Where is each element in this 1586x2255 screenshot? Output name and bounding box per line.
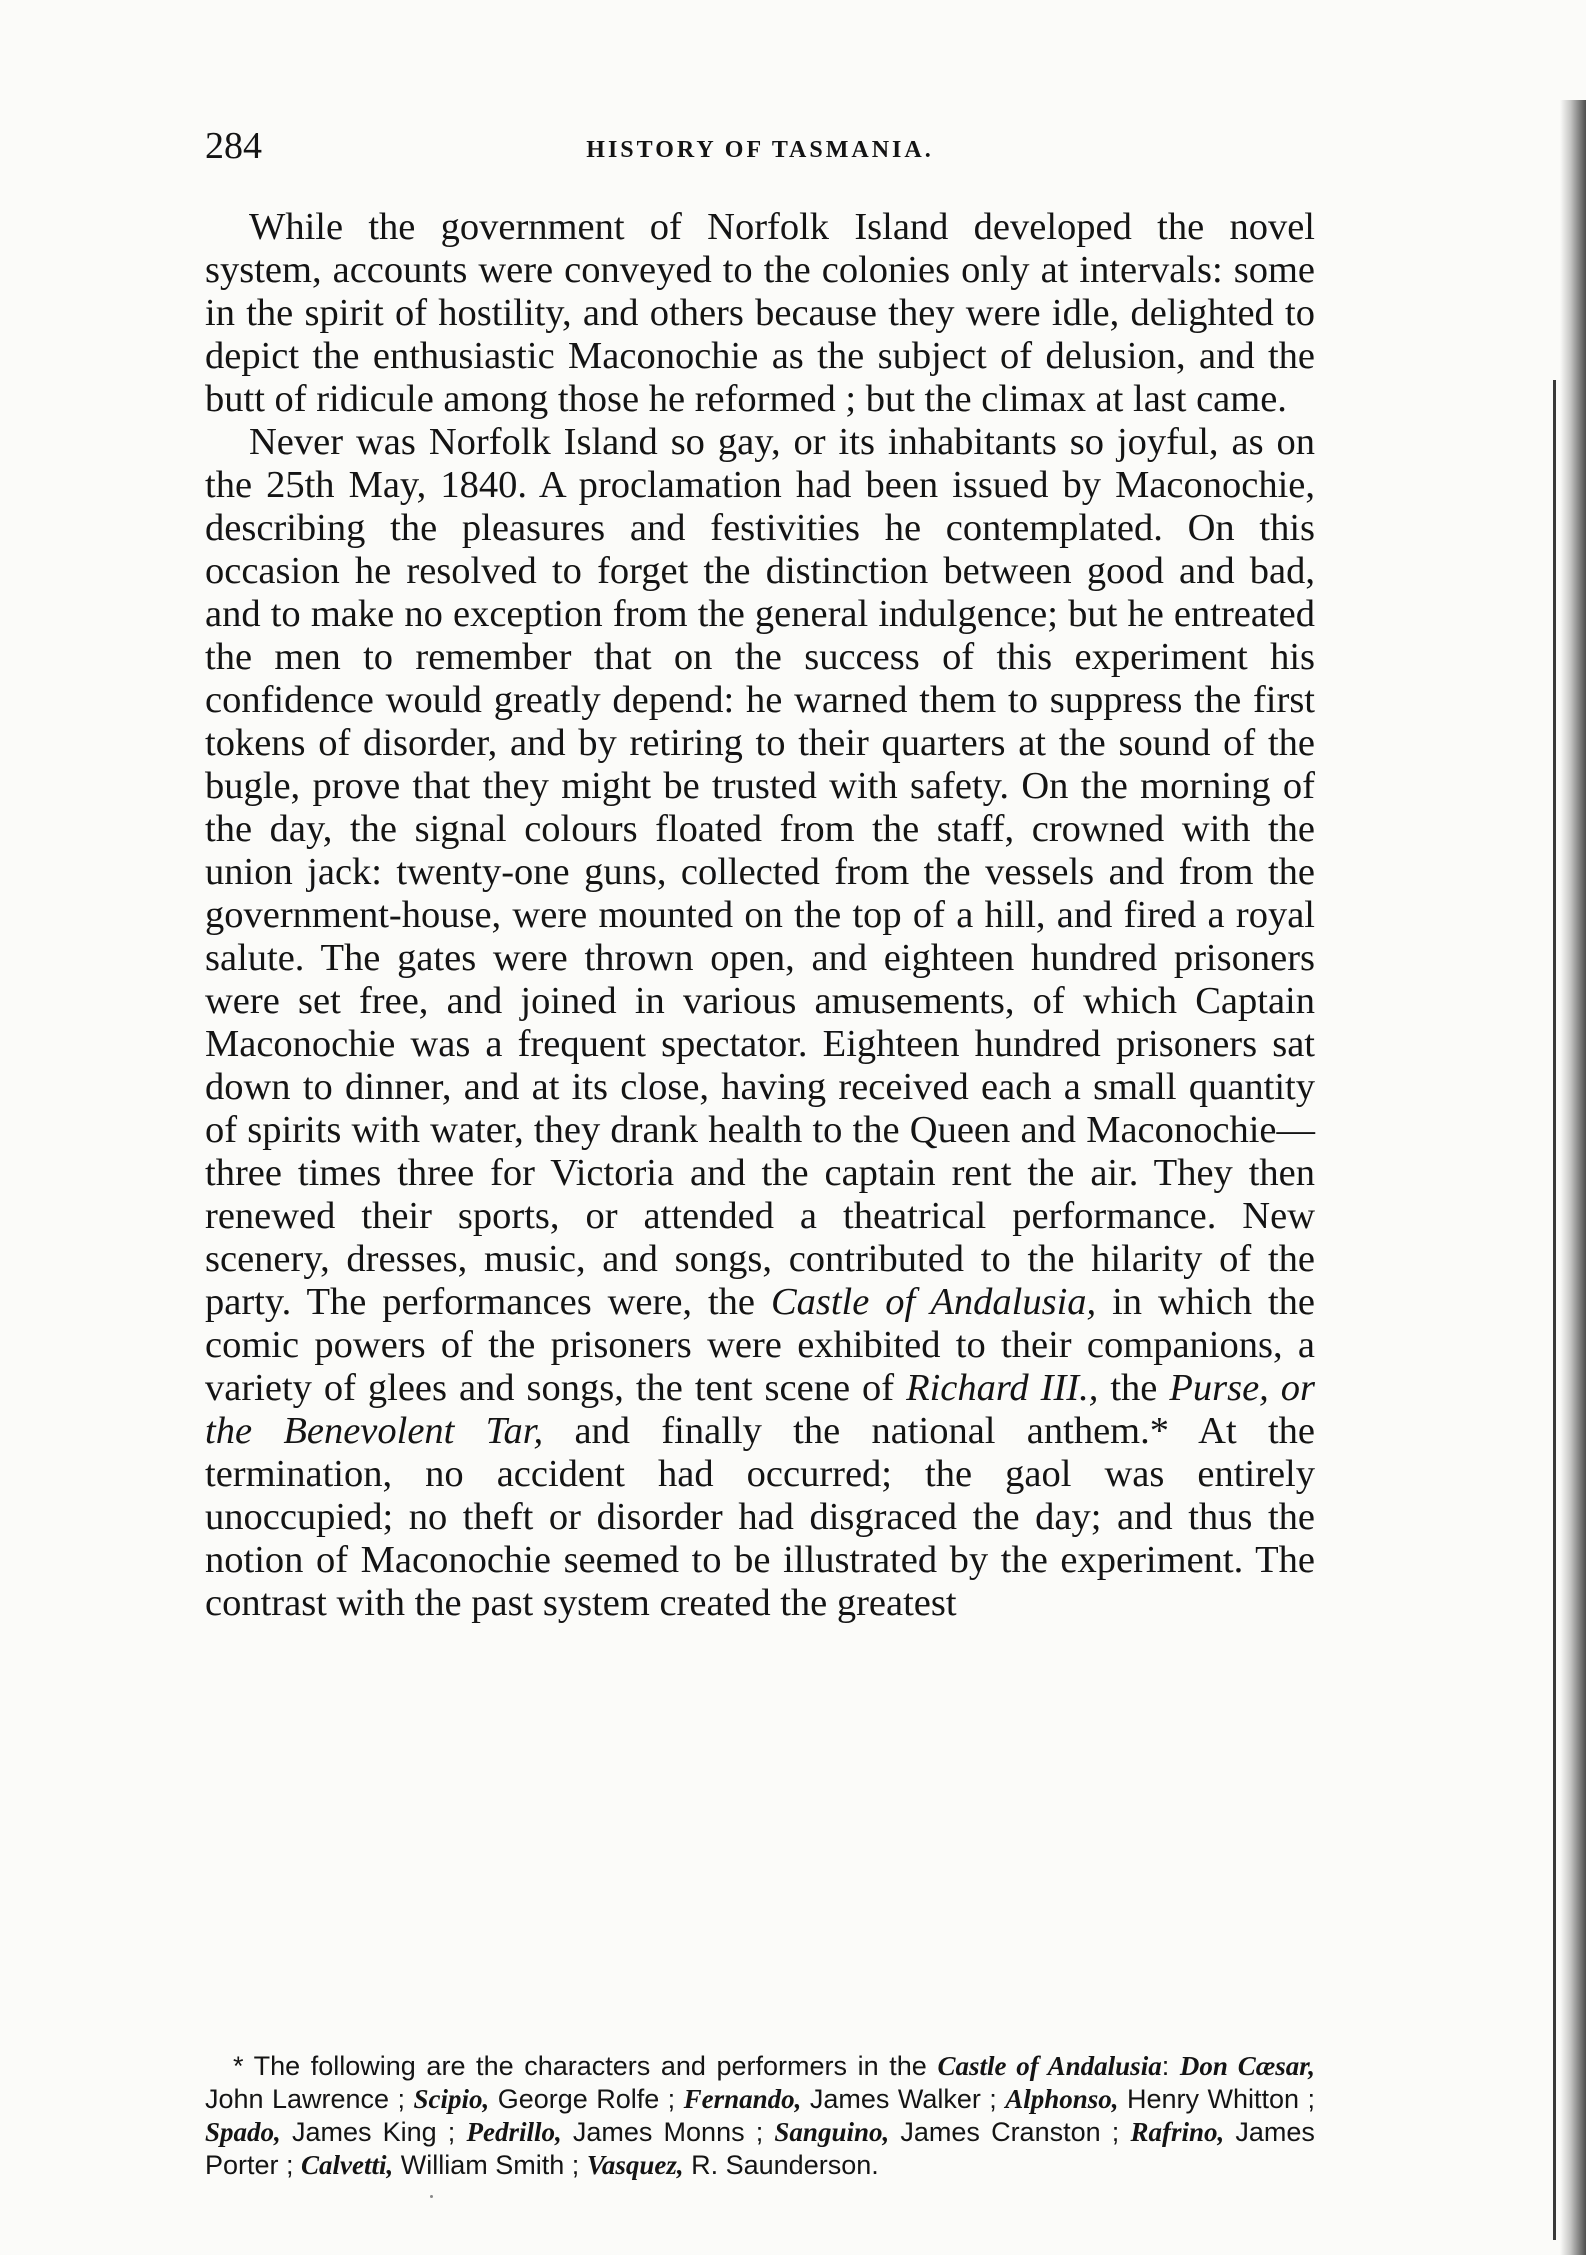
page-header — [205, 122, 1315, 182]
cast-role: Sanguino, — [774, 2117, 890, 2147]
footnote-intro: * The following are the characters and performers in the — [233, 2051, 927, 2081]
cast-role: Calvetti, — [301, 2150, 394, 2180]
footnote-colon: : — [1161, 2051, 1170, 2081]
cast-role: Rafrino, — [1130, 2117, 1225, 2147]
page-edge-line — [1553, 380, 1556, 2240]
cast-actor: James Cranston ; — [900, 2117, 1120, 2147]
paragraph-2 — [205, 421, 1315, 1625]
paragraph-1: While the government of Norfolk Island developed the novel system, accounts were conveyed to the colonies only at intervals: some in the spirit of hostility, and others because they were idle, delighted to depict the enthusiastic Maconochie as the subject of delusion, and the butt of ridicule among those he reformed ; but the climax at last came. — [205, 206, 1315, 420]
cast-role: Pedrillo, — [466, 2117, 562, 2147]
cast-actor: James Porter ; — [205, 2117, 1315, 2180]
cast-actor: James Monns ; — [572, 2117, 764, 2147]
body-text — [205, 206, 1315, 1625]
cast-role: Don Cæsar, — [1179, 2051, 1315, 2081]
footnote-text — [205, 2050, 1315, 2182]
play-title-benevolent-tar: Purse, or the Benevolent Tar, — [205, 1367, 1315, 1452]
cast-role: Spado, — [205, 2117, 281, 2147]
page-number: 284 — [205, 125, 262, 167]
play-title-richard-iii: Richard III., — [906, 1367, 1099, 1409]
footnote — [205, 2050, 1315, 2182]
page-edge-shadow — [1560, 100, 1586, 2255]
cast-actor: James Walker ; — [809, 2084, 997, 2114]
running-head: HISTORY OF TASMANIA. — [586, 137, 934, 163]
cast-role: Fernando, — [683, 2084, 802, 2114]
cast-role: Alphonso, — [1005, 2084, 1119, 2114]
paragraph-2-text-c: the — [1110, 1367, 1158, 1409]
play-title-castle-of-andalusia: Castle of Andalusia, — [770, 1281, 1097, 1323]
paragraph-2-text-a: Never was Norfolk Island so gay, or its inhabitants so joyful, as on the 25th May, 1840. A proclamation had been issued by Maconochie, describing the pleasures and festivities he contemplated. On this occasion he resolved to forget the distinction between good and bad, and to make no exception from the general indulgence; but he entreated the men to remember that on the success of this experiment his confidence would greatly depend: he warned them to suppress the first tokens of disorder, and by retiring to their quarters at the sound of the bugle, prove that they might be trusted with safety. On the morning of the day, the signal colours floated from the staff, crowned with the union jack: twenty-one guns, collected from the vessels and from the government-house, were mounted on the top of a hill, and fired a royal salute. The gates were thrown open, and eighteen hundred prisoners were set free, and joined in various amusements, of which Captain Maconochie was a frequent spectator. Eighteen hundred prisoners sat down to dinner, and at its close, having received each a small quantity of spirits with water, they drank health to the Queen and Maconochie—three times three for Victoria and the captain rent the air. They then renewed their sports, or attended a theatrical performance. New scenery, dresses, music, and songs, contributed to the hilarity of the party. The performances were, the — [205, 421, 1315, 1323]
paper-speck — [430, 2195, 433, 2198]
cast-role: Scipio, — [413, 2084, 490, 2114]
cast-actor: John Lawrence ; — [205, 2084, 406, 2114]
cast-actor: R. Saunderson. — [691, 2150, 879, 2180]
cast-actor: George Rolfe ; — [497, 2084, 676, 2114]
cast-actor: William Smith ; — [400, 2150, 580, 2180]
cast-actor: James King ; — [291, 2117, 456, 2147]
cast-role: Vasquez, — [586, 2150, 684, 2180]
paragraph-2-text-b: in which the comic powers of the prisoners were exhibited to their companions, a variety of glees and songs, the tent scene of — [205, 1281, 1316, 1409]
paragraph-2-text-d: and finally the national anthem.* At the termination, no accident had occurred; the gaol was entirely unoccupied; no theft or disorder had disgraced the day; and thus the notion of Maconochie seemed to be illustrated by the experiment. The contrast with the past system created the greatest — [205, 1410, 1316, 1624]
cast-actor: Henry Whitton ; — [1127, 2084, 1315, 2114]
footnote-play-title: Castle of Andalusia — [937, 2051, 1162, 2081]
